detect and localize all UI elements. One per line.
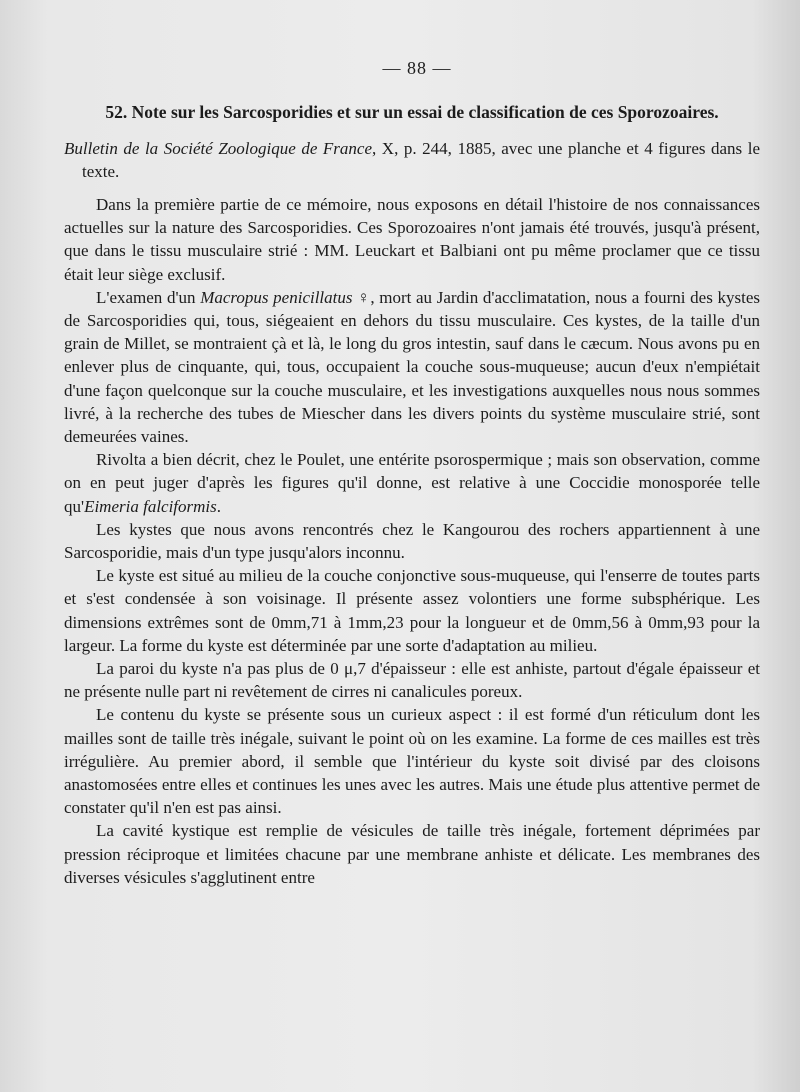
citation-details: , X, p. 244, 1885, avec une planche et 4 figures dans le texte.	[82, 139, 760, 181]
text-run: L'examen d'un	[96, 287, 201, 307]
text-run: La paroi du kyste n'a pas plus de 0 μ,7 d'épaisseur : elle est anhiste, partout d'égale épaisseur et ne présente nulle part ni revêtement de cirres ni canalicules poreux.	[64, 659, 760, 702]
paragraph	[64, 518, 760, 564]
text-run: Le contenu du kyste se présente sous un curieux aspect : il est formé d'un réticulum dont les mailles sont de taille très inégale, suivant le point où on les examine. La forme de ces mailles est très irrégulière. Au premier abord, il semble que l'intérieur du kyste soit divisé par des cloisons anastomosées entre elles et continues les unes avec les autres. Mais une étude plus attentive permet de constater qu'il n'en est pas ainsi.	[64, 705, 760, 818]
text-run: La cavité kystique est remplie de vésicules de taille très inégale, fortement déprimées par pression réciproque et limitées chacune par une membrane anhiste et délicate. Les membranes des diverses vésicules s'agglutinent entre	[64, 821, 760, 887]
page-number: — 88 —	[382, 58, 452, 78]
journal-name: Bulletin de la Société Zoologique de France	[64, 139, 373, 158]
text-run: Les kystes que nous avons rencontrés chez le Kangourou des rochers appartiennent à une Sarcosporidie, mais d'un type jusqu'alors inconnu.	[64, 519, 760, 563]
paragraph	[64, 564, 760, 657]
italic-text: Eimeria falciformis	[84, 496, 217, 516]
paragraph	[64, 193, 760, 286]
text-run: .	[216, 496, 222, 516]
text-run: Le kyste est situé au milieu de la couche conjonctive sous-muqueuse, qui l'enserre de toutes parts et s'est condensée à son voisinage. Il présente assez volontiers une forme subsphérique. Les dimensions extrêmes sont de 0mm,71 à 1mm,23 pour la longueur et de 0mm,56 à 0mm,93 pour la largeur. La forme du kyste est déterminée par une sorte d'adaptation au milieu.	[64, 566, 760, 655]
paragraph	[64, 819, 760, 889]
text-run: Dans la première partie de ce mémoire, nous exposons en détail l'histoire de nos connaissances actuelles sur la nature des Sarcosporidies. Ces Sporozoaires n'ont jamais été trouvés, jusqu'à présent, que dans le tissu musculaire strié : MM. Leuckart et Balbiani ont pu même proclamer que ce tissu était leur siège exclusif.	[64, 195, 760, 284]
text-run: ♀, mort au Jardin d'acclimatation, nous a fourni des kystes de Sarcosporidies qui, tous, siégeaient en dehors du tissu musculaire. Ces kystes, de la taille d'un grain de Millet, se montraient çà et là, le long du gros intestin, sauf dans le cæcum. Nous avons pu en enlever plus de cinquante, qui, tous, occupaient la couche sous-muqueuse; aucun d'eux n'empiétait d'une façon quelconque sur la couche musculaire, et les investigations auxquelles nous nous sommes livré, à la recherche des tubes de Miescher dans les divers points du système musculaire strié, sont demeurées vaines.	[64, 287, 760, 447]
paragraph	[64, 286, 760, 448]
citation	[64, 137, 760, 183]
text-run: Rivolta a bien décrit, chez le Poulet, une entérite psorospermique ; mais son observation, comme on en peut juger d'après les figures qu'il donne, est relative à une Coccidie monosporée telle qu'	[64, 450, 760, 516]
body-text	[64, 193, 760, 889]
paragraph	[64, 657, 760, 703]
italic-text: Macropus penicillatus	[200, 287, 353, 307]
paragraph	[64, 448, 760, 518]
article-title: 52. Note sur les Sarcosporidies et sur un essai de classification de ces Sporozoaires.	[105, 102, 719, 122]
paragraph	[64, 703, 760, 819]
